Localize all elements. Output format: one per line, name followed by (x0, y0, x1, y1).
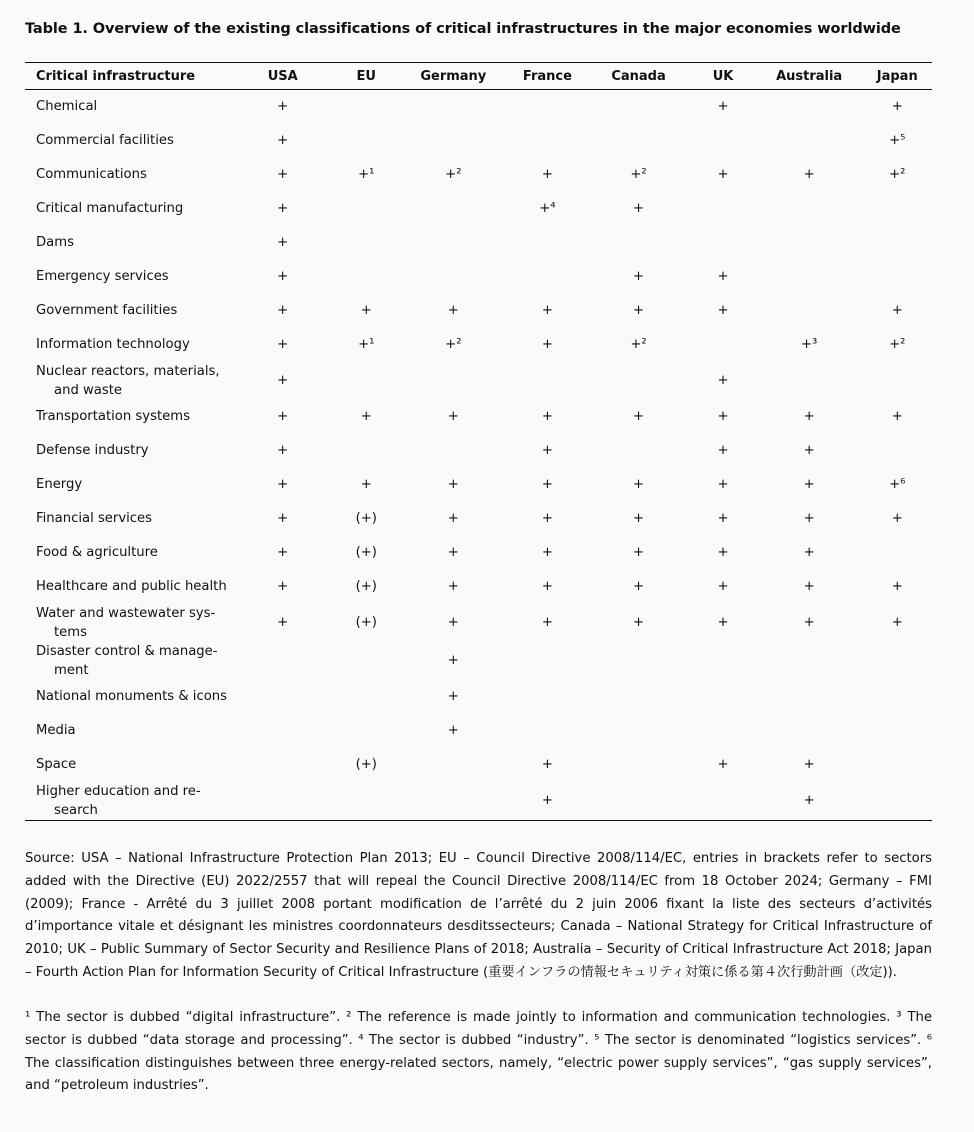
cell-canada: + (632, 201, 645, 216)
cell-uk (690, 124, 755, 158)
row-label (25, 680, 231, 714)
table-row (25, 90, 932, 124)
cell-usa: + (277, 511, 289, 526)
cell-eu: (+) (355, 579, 377, 594)
cell-eu: +¹ (358, 337, 375, 352)
cell-japan: + (891, 511, 903, 526)
cell-canada (587, 90, 691, 124)
cell-eu (334, 434, 398, 468)
cell-australia (756, 124, 863, 158)
cell-japan: +⁵ (889, 133, 906, 148)
column-header-canada: Canada (587, 63, 691, 90)
table-row (25, 362, 932, 400)
cell-eu (334, 260, 398, 294)
cell-eu: (+) (355, 615, 377, 630)
cell-japan (862, 192, 932, 226)
column-header-japan: Japan (862, 63, 932, 90)
cell-canada (587, 226, 691, 260)
column-header-australia: Australia (756, 63, 863, 90)
cell-australia: + (803, 579, 815, 594)
row-label (25, 362, 231, 400)
cell-germany: + (447, 545, 459, 560)
cell-canada (587, 714, 691, 748)
cell-canada (587, 680, 691, 714)
cell-canada: + (632, 545, 645, 560)
cell-japan (862, 362, 932, 400)
row-label-line: Emergency services (36, 269, 169, 284)
cell-japan: + (891, 579, 903, 594)
cell-uk: + (717, 579, 729, 594)
cell-canada: +² (630, 337, 647, 352)
row-label-line: Water and wastewater sys- (36, 605, 216, 621)
row-label (25, 192, 231, 226)
cell-australia: + (803, 477, 815, 492)
cell-uk: + (717, 409, 729, 424)
cell-usa: + (277, 477, 289, 492)
cell-australia (756, 294, 863, 328)
table-row (25, 502, 932, 536)
cell-germany: + (447, 511, 459, 526)
row-label-line: Nuclear reactors, materials, (36, 363, 220, 379)
cell-australia: + (756, 782, 863, 821)
table-row (25, 158, 932, 192)
cell-uk: + (717, 511, 729, 526)
cell-france: + (541, 545, 553, 560)
cell-uk (690, 226, 755, 260)
cell-germany (398, 124, 508, 158)
source-note: Source: USA – National Infrastructure Protection Plan 2013; EU – Council Directive 2008/114/EC, entries in brackets refer to sectors added with the Directive (EU) 2022/2557 that will repeal the Council Directive 2008/114/EC from 18 October 2024; Germany – FMI (2009); France - Arrêté du 3 juillet 2008 portant modification de l’arrêté du 2 juin 2006 fixant la liste des secteurs d’activités d’importance vitale et désignant les ministres coordonnateurs desditssecteurs; Canada – National Strategy for Critical Infrastructure of 2010; UK – Public Summary of Sector Security and Resilience Plans of 2018; Australia – Security of Critical Infrastructure Act 2018; Japan – Fourth Action Plan for Information Security of Critical Infrastructure (重要インフラの情報セキュリティ対策に係る第４次行動計画（改定)). (25, 851, 932, 980)
row-label (25, 328, 231, 362)
cell-australia: + (803, 757, 815, 772)
cell-australia: + (803, 167, 815, 182)
cell-eu (334, 192, 398, 226)
table-row (25, 468, 932, 502)
cell-uk (690, 714, 755, 748)
cell-australia (756, 90, 863, 124)
cell-france (508, 680, 587, 714)
cell-france (508, 362, 587, 400)
cell-france (508, 642, 587, 680)
column-header-usa: USA (231, 63, 334, 90)
cell-australia (756, 680, 863, 714)
cell-uk: + (717, 303, 729, 318)
cell-usa: + (277, 167, 289, 182)
cell-usa: + (277, 235, 289, 250)
row-label-line: Media (36, 723, 76, 738)
row-label (25, 748, 231, 782)
row-label (25, 502, 231, 536)
row-label (25, 400, 231, 434)
cell-france: + (541, 409, 553, 424)
row-label-continuation: tems (54, 624, 88, 640)
cell-germany (398, 260, 508, 294)
cell-australia (756, 362, 863, 400)
cell-australia (756, 642, 863, 680)
table-row (25, 192, 932, 226)
cell-canada (587, 362, 691, 400)
table-row (25, 124, 932, 158)
cell-japan (862, 748, 932, 782)
cell-eu: + (360, 303, 372, 318)
cell-japan (862, 536, 932, 570)
row-label-line: Defense industry (36, 443, 149, 458)
cell-eu (334, 642, 398, 680)
cell-germany (398, 362, 508, 400)
cell-canada: + (632, 409, 645, 424)
cell-canada (587, 124, 691, 158)
cell-germany (398, 434, 508, 468)
critical-infrastructure-table (25, 62, 932, 821)
cell-australia: + (803, 443, 815, 458)
cell-uk: + (717, 167, 729, 182)
cell-france (508, 714, 587, 748)
row-label (25, 536, 231, 570)
cell-uk: + (717, 373, 729, 388)
cell-japan (862, 434, 932, 468)
table-row (25, 604, 932, 642)
cell-usa: + (277, 373, 289, 388)
cell-usa: + (277, 99, 289, 115)
cell-canada: + (632, 269, 645, 284)
cell-uk: + (717, 269, 729, 284)
cell-eu (334, 362, 398, 400)
row-label (25, 124, 231, 158)
cell-canada (587, 748, 691, 782)
cell-uk: + (717, 615, 729, 630)
row-label-continuation: and waste (54, 382, 123, 398)
cell-eu: +¹ (358, 167, 375, 182)
cell-france: +⁴ (539, 201, 556, 216)
cell-australia: + (803, 545, 815, 560)
cell-usa (231, 714, 334, 748)
cell-eu (334, 226, 398, 260)
cell-canada: + (632, 579, 645, 594)
cell-uk (690, 680, 755, 714)
cell-eu: (+) (355, 757, 377, 772)
row-label-line: Healthcare and public health (36, 579, 227, 594)
cell-canada (587, 434, 691, 468)
cell-germany: +² (445, 337, 462, 352)
table-row (25, 714, 932, 748)
cell-eu (334, 124, 398, 158)
cell-germany (398, 782, 508, 821)
table-row (25, 536, 932, 570)
cell-eu (334, 90, 398, 124)
row-label (25, 158, 231, 192)
cell-australia (756, 192, 863, 226)
column-header-uk: UK (690, 63, 755, 90)
cell-usa: + (277, 579, 289, 594)
cell-australia (756, 260, 863, 294)
cell-eu (334, 680, 398, 714)
cell-canada: + (632, 615, 645, 630)
row-label-line: National monuments & icons (36, 689, 228, 704)
cell-germany: + (447, 303, 459, 318)
row-label (25, 468, 231, 502)
row-label-line: Dams (36, 235, 74, 250)
cell-uk (690, 782, 755, 821)
row-label-line: Communications (36, 167, 147, 182)
table-header-row (25, 63, 932, 90)
cell-japan: + (891, 303, 903, 318)
column-header-france: France (508, 63, 587, 90)
cell-germany (398, 748, 508, 782)
table-body (25, 90, 932, 821)
cell-uk: + (717, 757, 729, 772)
row-label-line: Critical manufacturing (36, 201, 184, 216)
cell-usa (231, 782, 334, 821)
cell-japan (862, 642, 932, 680)
cell-canada (587, 782, 691, 821)
cell-japan (862, 714, 932, 748)
row-label-line: Commercial facilities (36, 133, 174, 148)
cell-usa (231, 642, 334, 680)
cell-japan: +² (889, 167, 906, 182)
cell-australia: + (803, 511, 815, 526)
table-row (25, 680, 932, 714)
row-label-continuation: ment (54, 662, 89, 678)
table-row (25, 260, 932, 294)
row-label (25, 260, 231, 294)
cell-france: + (541, 579, 553, 594)
cell-germany: + (447, 579, 459, 594)
cell-germany: + (447, 477, 459, 492)
cell-japan (862, 226, 932, 260)
row-label (25, 570, 231, 604)
cell-germany (398, 192, 508, 226)
table-row (25, 400, 932, 434)
row-label-line: Information technology (36, 337, 190, 352)
cell-germany: + (447, 689, 459, 704)
cell-eu (334, 782, 398, 821)
cell-eu: + (360, 409, 372, 424)
cell-usa: + (277, 303, 289, 318)
cell-usa: + (277, 201, 289, 216)
cell-france: + (541, 167, 553, 182)
row-label (25, 604, 231, 642)
column-header-germany: Germany (398, 63, 508, 90)
row-label-continuation: search (54, 802, 98, 818)
row-label (25, 642, 231, 680)
cell-uk: + (717, 443, 729, 458)
column-header-critical-infrastructure: Critical infrastructure (25, 63, 231, 90)
cell-japan: + (891, 615, 903, 630)
row-label-line: Food & agriculture (36, 545, 158, 560)
cell-usa: + (277, 133, 289, 148)
cell-australia: +³ (800, 337, 818, 352)
cell-japan: +⁶ (889, 477, 906, 492)
cell-australia (756, 714, 863, 748)
cell-france: + (541, 443, 553, 458)
cell-australia (756, 226, 863, 260)
cell-canada (587, 642, 691, 680)
cell-france: + (541, 615, 553, 630)
cell-japan: +² (889, 337, 906, 352)
cell-france (508, 90, 587, 124)
table-row (25, 226, 932, 260)
cell-eu: + (360, 477, 372, 492)
row-label (25, 434, 231, 468)
table-row (25, 748, 932, 782)
table-title: Table 1. Overview of the existing classifications of critical infrastructures in the major economies worldwide (25, 21, 901, 37)
cell-uk (690, 328, 755, 362)
cell-france (508, 226, 587, 260)
cell-usa: + (277, 409, 289, 424)
cell-france: + (541, 303, 553, 318)
cell-eu (334, 714, 398, 748)
row-label-line: Financial services (36, 511, 153, 526)
cell-germany (398, 226, 508, 260)
cell-canada: + (632, 303, 645, 318)
cell-france: + (508, 782, 587, 821)
cell-france (508, 124, 587, 158)
cell-canada: + (632, 477, 645, 492)
row-label (25, 294, 231, 328)
cell-france: + (541, 337, 553, 352)
cell-germany: + (447, 409, 459, 424)
row-label-line: Space (36, 757, 77, 772)
table-row (25, 642, 932, 680)
cell-germany (398, 90, 508, 124)
row-label-line: Transportation systems (36, 409, 190, 424)
cell-usa: + (277, 443, 289, 458)
cell-uk: + (717, 477, 729, 492)
cell-germany: + (447, 615, 459, 630)
row-label (25, 226, 231, 260)
cell-france: + (541, 477, 553, 492)
footnotes: ¹ The sector is dubbed “digital infrastructure”. ² The reference is made jointly to information and communication technologies. ³ The sector is dubbed “data storage and processing”. ⁴ The sector is dubbed “industry”. ⁵ The sector is denominated “logistics services”. ⁶ The classification distinguishes between three energy-related sectors, namely, “electric power supply services”, “gas supply services”, and “petroleum industries”. (25, 1010, 932, 1094)
cell-japan (862, 680, 932, 714)
row-label-line: Higher education and re- (36, 783, 201, 799)
row-label (25, 782, 231, 821)
row-label-line: Government facilities (36, 303, 178, 318)
table-row (25, 434, 932, 468)
cell-eu: (+) (355, 545, 377, 560)
cell-france: + (541, 511, 553, 526)
cell-usa: + (277, 545, 289, 560)
row-label (25, 90, 231, 124)
cell-usa: + (277, 269, 289, 284)
cell-uk: + (717, 545, 729, 560)
cell-uk (690, 642, 755, 680)
cell-germany: + (447, 723, 459, 738)
table-row (25, 294, 932, 328)
cell-japan: + (891, 409, 903, 424)
cell-australia: + (803, 409, 815, 424)
cell-usa: + (277, 615, 289, 630)
cell-france (508, 260, 587, 294)
cell-canada: + (632, 511, 645, 526)
cell-uk (690, 192, 755, 226)
cell-usa: + (277, 337, 289, 352)
cell-canada: +² (630, 167, 647, 182)
row-label-line: Disaster control & manage- (36, 643, 218, 659)
cell-eu: (+) (355, 511, 377, 526)
row-label-line: Energy (36, 477, 83, 492)
row-label-line: Chemical (36, 99, 98, 115)
cell-usa (231, 748, 334, 782)
table-row (25, 782, 932, 821)
column-header-eu: EU (334, 63, 398, 90)
cell-japan (862, 782, 932, 821)
cell-australia: + (803, 615, 815, 630)
table-row (25, 570, 932, 604)
cell-usa (231, 680, 334, 714)
cell-france: + (541, 757, 553, 772)
table-row (25, 328, 932, 362)
cell-japan: + (891, 99, 903, 115)
row-label (25, 714, 231, 748)
cell-germany: + (447, 653, 459, 668)
cell-germany: +² (445, 167, 462, 182)
cell-uk: + (717, 99, 729, 115)
cell-japan (862, 260, 932, 294)
